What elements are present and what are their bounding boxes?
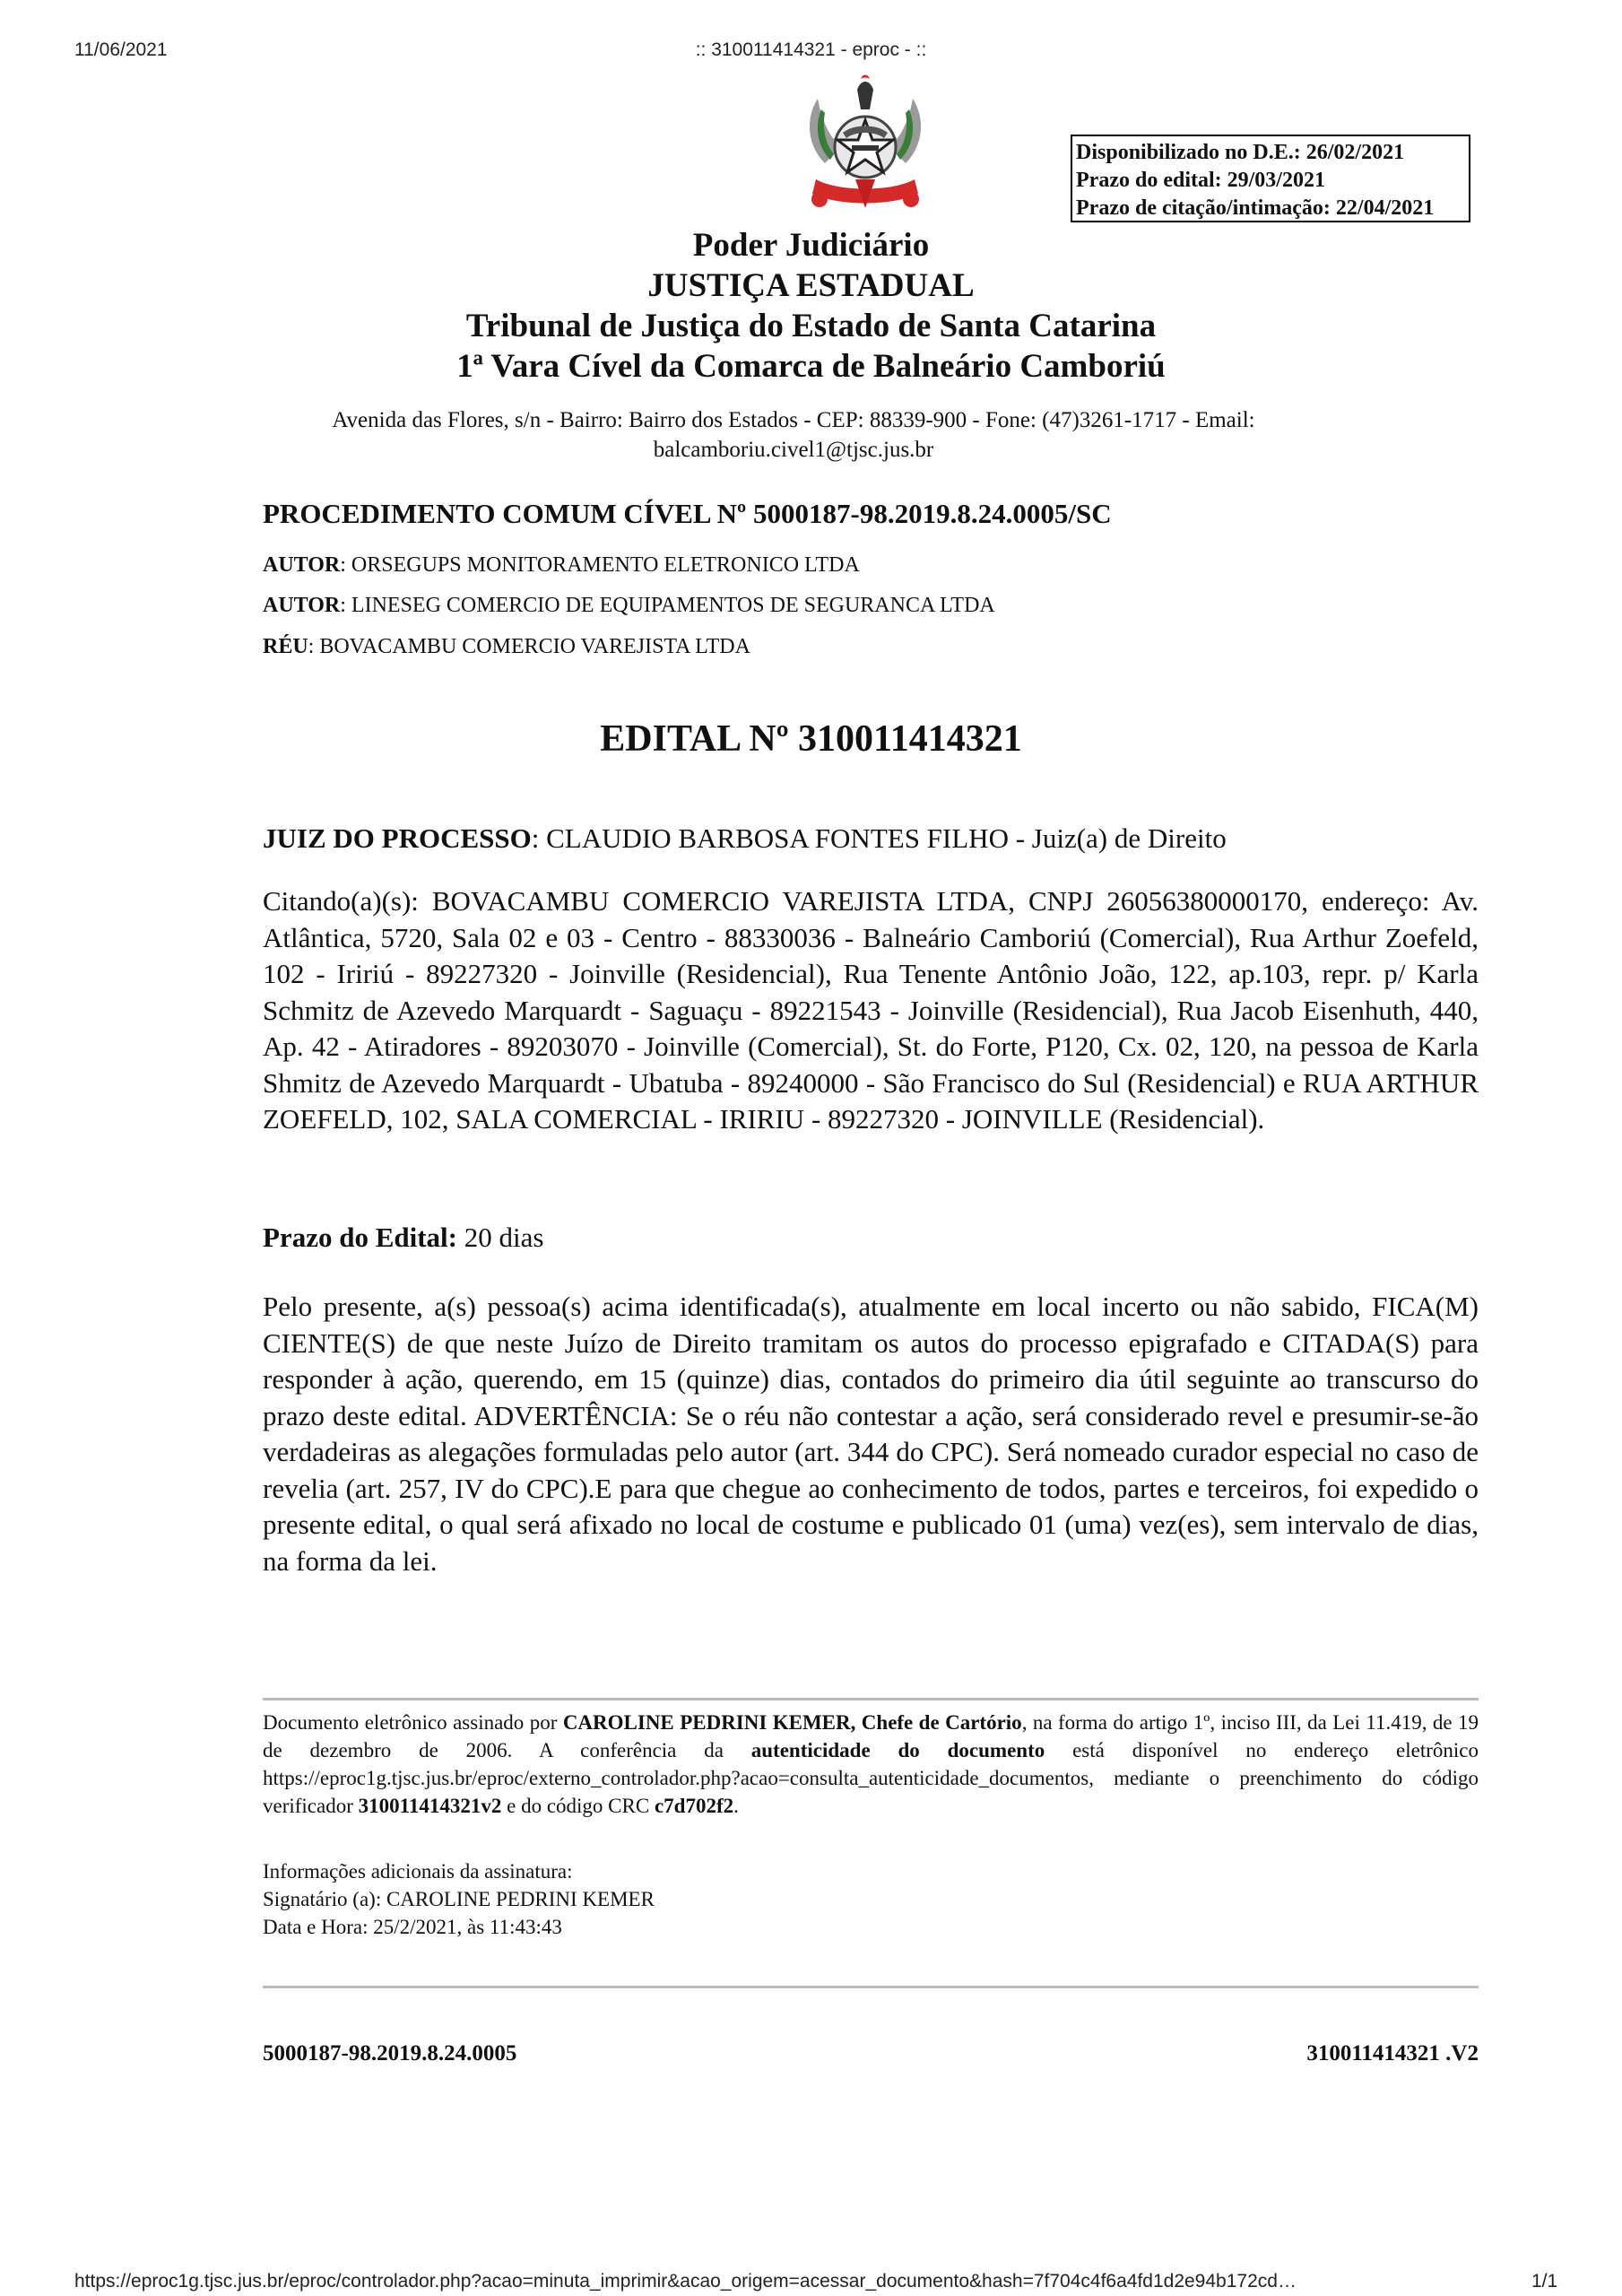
info-signer: Signatário (a): CAROLINE PEDRINI KEMER [263, 1888, 655, 1910]
party-name: : BOVACAMBU COMERCIO VAREJISTA LTDA [308, 635, 750, 658]
divider [263, 1986, 1479, 1988]
party-defendant [263, 635, 750, 659]
judge-line [263, 822, 1227, 855]
sig-text: está disponível no endereço eletrônico https://eproc1g.tjsc.jus.br/eproc/externo_controlador.php?acao=consulta_autenticidade_documentos, mediante o preenchimento do código verificador [263, 1739, 1479, 1817]
party-role: AUTOR [263, 553, 341, 577]
party-author-1 [263, 553, 860, 578]
edital-term [263, 1222, 543, 1254]
info-heading: Informações adicionais da assinatura: [263, 1860, 573, 1883]
sig-text: , na forma do artigo 1º, inciso III, da Lei 11.419, de 19 de dezembro de 2006. A conferência da [263, 1711, 1479, 1761]
crc-code: c7d702f2 [654, 1795, 734, 1817]
court-address: Avenida das Flores, s/n - Bairro: Bairro dos Estados - CEP: 88339-900 - Fone: (47)3261-1717 - Email: balcamboriu.civel1@tjsc.jus.br [332, 408, 1255, 462]
edital-title: EDITAL Nº 310011414321 [600, 718, 1022, 760]
party-role: AUTOR [263, 594, 341, 617]
procedure-title: PROCEDIMENTO COMUM CÍVEL Nº 5000187-98.2019.8.24.0005/SC [263, 498, 1112, 529]
edital-deadline: Prazo do edital: 29/03/2021 [1076, 169, 1325, 192]
party-name: : LINESEG COMERCIO DE EQUIPAMENTOS DE SEGURANCA LTDA [340, 594, 995, 617]
signer-name: CAROLINE PEDRINI KEMER, Chefe de Cartório [562, 1711, 1022, 1734]
citation-deadline: Prazo de citação/intimação: 22/04/2021 [1076, 196, 1435, 220]
verifier-code: 310011414321v2 [358, 1795, 502, 1817]
party-author-2 [263, 594, 995, 618]
party-name: : ORSEGUPS MONITORAMENTO ELETRONICO LTDA [340, 553, 860, 577]
publication-dates-box [1071, 135, 1470, 222]
citation-paragraph: Citando(a)(s): BOVACAMBU COMERCIO VAREJISTA LTDA, CNPJ 26056380000170, endereço: Av. Atlântica, 5720, Sala 02 e 03 - Centro - 88330036 - Balneário Camboriú (Comercial), Rua Arthur Zoefeld, 102 - Iririú - 89227320 - Joinville (Residencial), Rua Tenente Antônio João, 122, ap.103, repr. p/ Karla Schmitz de Azevedo Marquardt - Saguaçu - 89221543 - Joinville (Residencial), Rua Jacob Eisenhuth, 440, Ap. 42 - Atiradores - 89203070 - Joinville (Comercial), St. do Forte, P120, Cx. 02, 120, na pessoa de Karla Shmitz de Azevedo Marquardt - Ubatuba - 89240000 - São Francisco do Sul (Residencial) e RUA ARTHUR ZOEFELD, 102, SALA COMERCIAL - IRIRIU - 89227320 - JOINVILLE (Residencial). [263, 885, 1479, 1135]
court-power: Poder Judiciário [692, 227, 930, 264]
divider [263, 1698, 1479, 1700]
info-datetime: Data e Hora: 25/2/2021, às 11:43:43 [263, 1916, 562, 1938]
signature-info [263, 1857, 655, 1941]
signature-block [263, 1709, 1479, 1820]
court-vara: 1ª Vara Cível da Comarca de Balneário Camboriú [456, 348, 1166, 385]
judge-label: JUIZ DO PROCESSO [263, 822, 532, 854]
print-page-number: 1/1 [1531, 2271, 1558, 2292]
notice-paragraph: Pelo presente, a(s) pessoa(s) acima identificada(s), atualmente em local incerto ou não sabido, FICA(M) CIENTE(S) de que neste Juízo de Direito tramitam os autos do processo epigrafado e CITADA(S) para responder à ação, querendo, em 15 (quinze) dias, contados do primeiro dia útil seguinte ao transcurso do prazo deste edital. ADVERTÊNCIA: Se o réu não contestar a ação, será considerado revel e presumir-se-ão verdadeiras as alegações formuladas pelo autor (art. 344 do CPC). Será nomeado curador especial no caso de revelia (art. 257, IV do CPC).E para que chegue ao conhecimento de todos, partes e terceiros, foi expedido o presente edital, o qual será afixado no local de costume e publicado 01 (uma) vez(es), sem intervalo de dias, na forma da lei. [263, 1291, 1479, 1577]
judge-name: : CLAUDIO BARBOSA FONTES FILHO - Juiz(a) de Direito [531, 822, 1227, 854]
print-date: 11/06/2021 [74, 39, 168, 60]
print-url: https://eproc1g.tjsc.jus.br/eproc/controlador.php?acao=minuta_imprimir&acao_origem=acessar_documento&hash=7f704c4f6a4fd1d2e94b172cd… [74, 2271, 1297, 2292]
footer-process-number: 5000187-98.2019.8.24.0005 [263, 2041, 517, 2066]
print-page-title: :: 310011414321 - eproc - :: [695, 39, 927, 60]
term-value: 20 dias [457, 1222, 544, 1253]
term-label: Prazo do Edital: [263, 1222, 457, 1253]
sig-text: . [733, 1795, 739, 1817]
footer-document-number: 310011414321 .V2 [1306, 2041, 1479, 2066]
authenticity-label: autenticidade do documento [750, 1739, 1045, 1761]
court-justice: JUSTIÇA ESTADUAL [647, 267, 975, 304]
court-tribunal: Tribunal de Justiça do Estado de Santa Catarina [465, 308, 1157, 344]
publication-date: Disponibilizado no D.E.: 26/02/2021 [1076, 141, 1405, 164]
sig-text: Documento eletrônico assinado por [263, 1711, 563, 1734]
sig-text: e do código CRC [501, 1795, 655, 1817]
coat-of-arms-icon [798, 74, 932, 217]
party-role: RÉU [263, 635, 308, 658]
